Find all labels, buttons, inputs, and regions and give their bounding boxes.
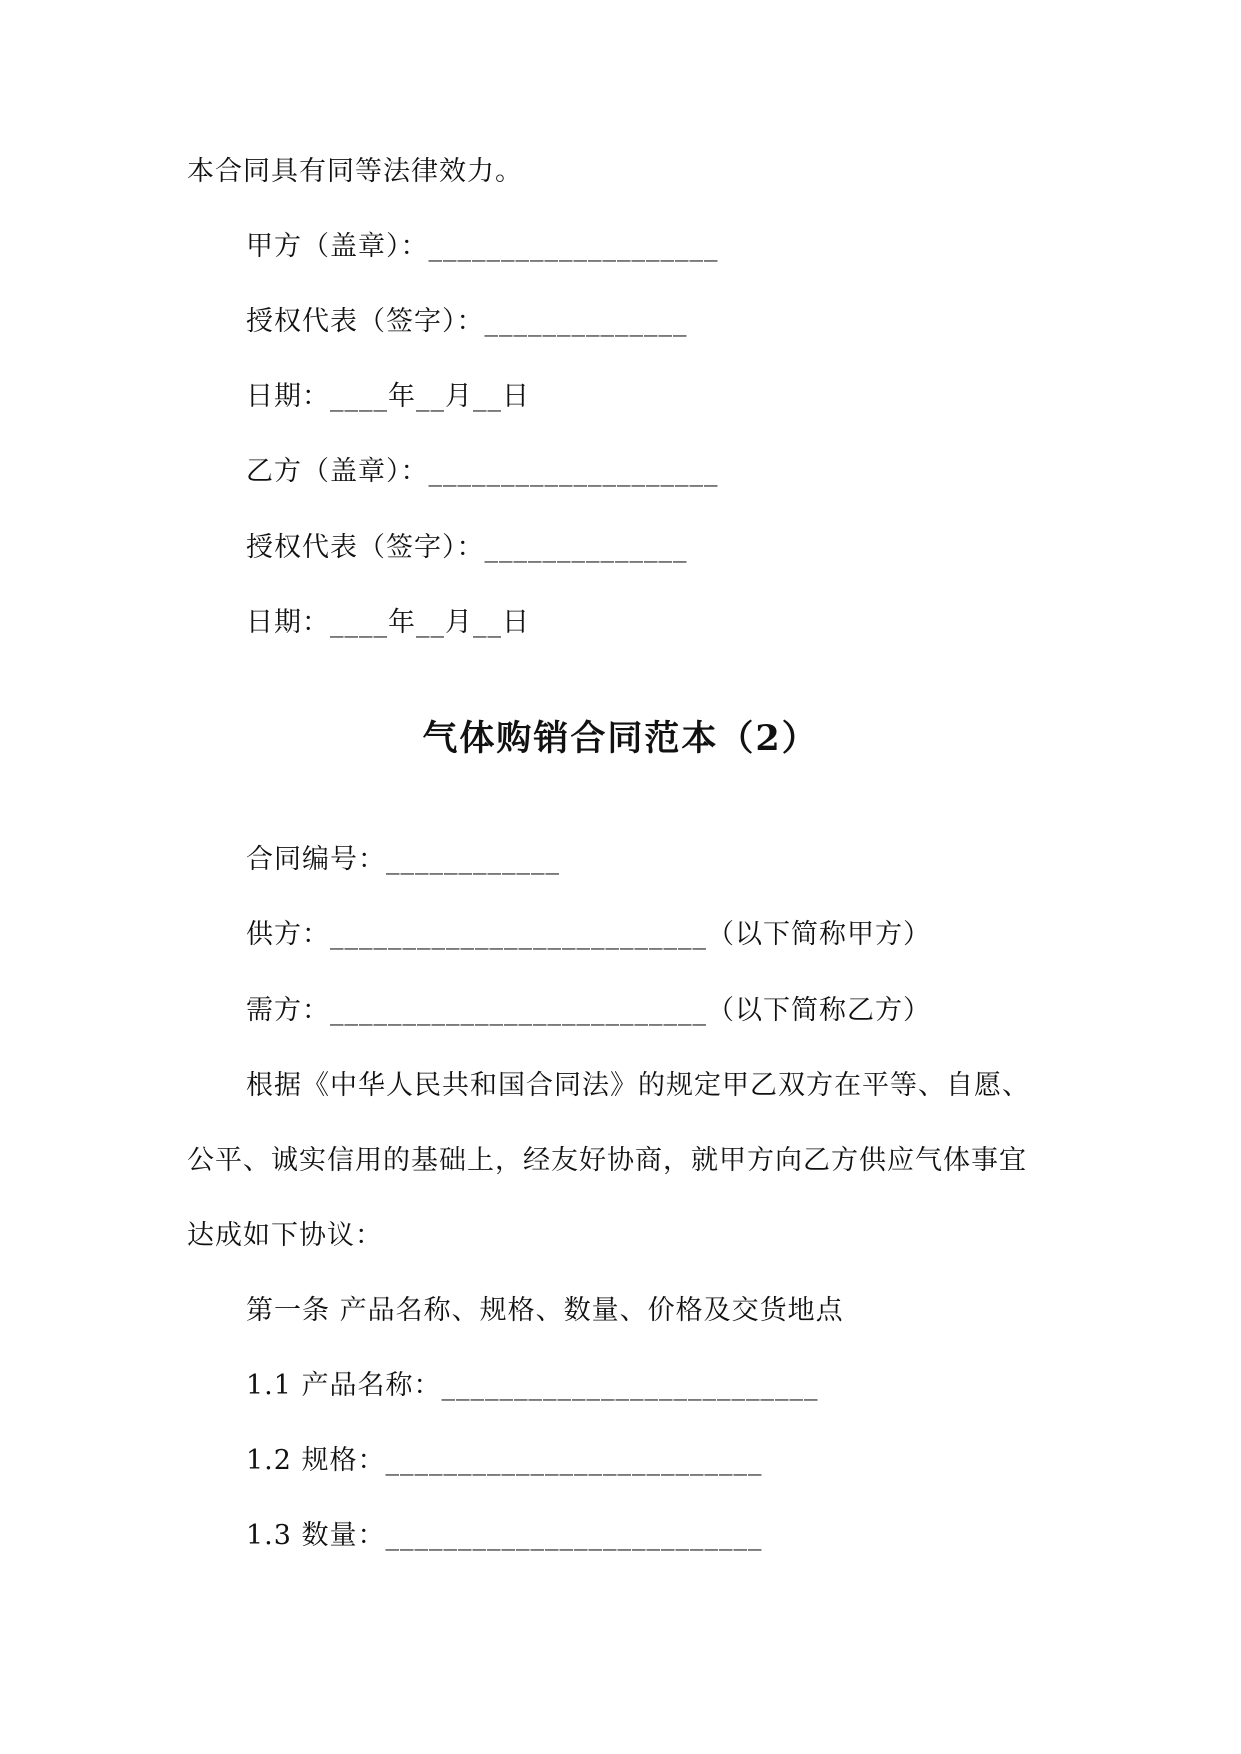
contract-title: 气体购销合同范本（2） (422, 718, 819, 759)
party-a-representative-line: 授权代表（签字）：______________ (246, 306, 688, 337)
party-b-date-line: 日期：____年__月__日 (246, 607, 530, 638)
supplier-line: 供方：__________________________（以下简称甲方） (246, 919, 931, 950)
party-b-seal-line: 乙方（盖章）：____________________ (246, 456, 719, 487)
party-a-date-line: 日期：____年__月__日 (246, 381, 530, 412)
preamble-line-2: 公平、诚实信用的基础上，经友好协商，就甲方向乙方供应气体事宜 (187, 1145, 1027, 1176)
item-1-1-product-name: 1.1 产品名称：__________________________ (246, 1370, 819, 1401)
item-1-3-quantity: 1.3 数量：__________________________ (246, 1520, 763, 1551)
continuation-text: 本合同具有同等法律效力。 (187, 156, 523, 187)
party-b-representative-line: 授权代表（签字）：______________ (246, 532, 688, 563)
contract-number-line: 合同编号：____________ (246, 844, 560, 875)
preamble-line-3: 达成如下协议： (187, 1220, 383, 1251)
party-a-seal-line: 甲方（盖章）：____________________ (246, 231, 719, 262)
preamble-line-1: 根据《中华人民共和国合同法》的规定甲乙双方在平等、自愿、 (246, 1070, 1030, 1101)
article-1-heading: 第一条 产品名称、规格、数量、价格及交货地点 (246, 1295, 844, 1326)
item-1-2-specification: 1.2 规格：__________________________ (246, 1445, 763, 1476)
buyer-line: 需方：__________________________（以下简称乙方） (246, 995, 931, 1026)
